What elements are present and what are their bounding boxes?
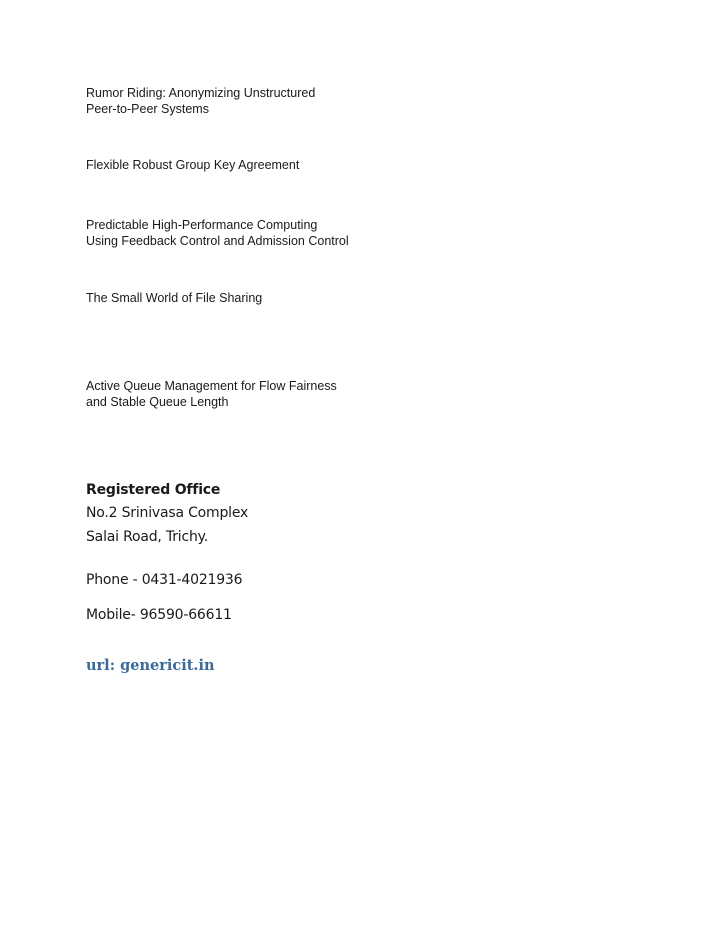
project-title-1-line2: Peer-to-Peer Systems — [86, 101, 209, 116]
office-address-line2: Salai Road, Trichy. — [86, 529, 208, 545]
office-url-link[interactable]: url: genericit.in — [86, 657, 215, 674]
project-title-5-line1: Active Queue Management for Flow Fairness — [86, 379, 337, 393]
office-heading: Registered Office — [86, 482, 221, 498]
project-title-3 — [86, 218, 406, 249]
project-title-5-line2: and Stable Queue Length — [86, 394, 229, 409]
project-title-4 — [86, 291, 406, 307]
office-mobile: Mobile- 96590-66611 — [86, 607, 232, 623]
project-title-2-line1: Flexible Robust Group Key Agreement — [86, 158, 300, 172]
project-title-2 — [86, 158, 406, 174]
project-title-5 — [86, 379, 406, 410]
project-title-1 — [86, 86, 406, 117]
project-title-1-line1: Rumor Riding: Anonymizing Unstructured — [86, 86, 316, 100]
project-title-4-line1: The Small World of File Sharing — [86, 291, 263, 305]
office-address-line1: No.2 Srinivasa Complex — [86, 505, 249, 521]
project-title-3-line1: Predictable High-Performance Computing — [86, 218, 318, 232]
project-title-3-line2: Using Feedback Control and Admission Control — [86, 233, 349, 248]
office-phone: Phone - 0431-4021936 — [86, 572, 243, 588]
